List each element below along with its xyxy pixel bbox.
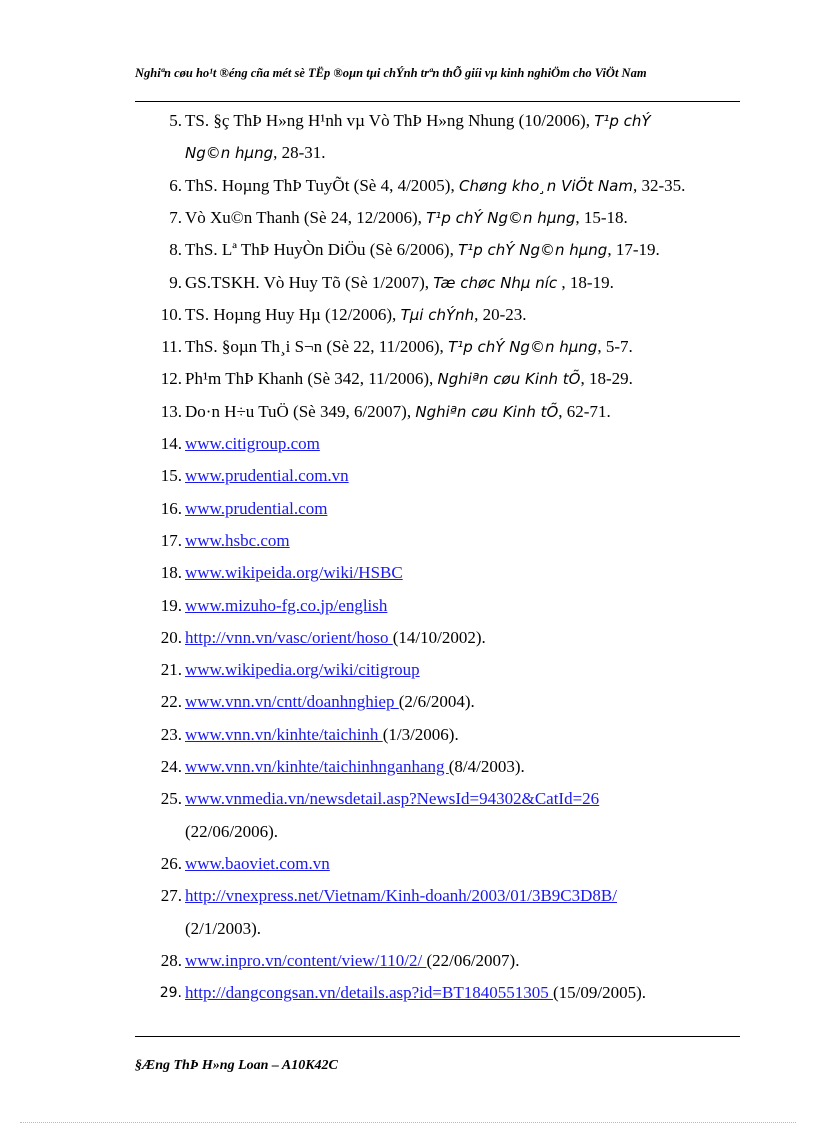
reference-text: (1/3/2006). <box>382 724 459 744</box>
reference-number: 11. <box>161 337 182 357</box>
reference-link[interactable]: www.wikipeida.org/wiki/HSBC <box>185 563 403 583</box>
reference-body <box>185 853 330 875</box>
reference-body <box>185 691 475 713</box>
running-header: Nghiªn cøu ho¹t ®éng cña mét sè TËp ®oµn tµi chÝnh trªn thÕ giíi vµ kinh nghiÖm cho ViÖt Nam <box>135 66 647 80</box>
reference-body <box>185 336 633 358</box>
reference-number: 25. <box>160 789 182 809</box>
reference-link[interactable]: www.hsbc.com <box>185 530 290 550</box>
footer-rule <box>135 1036 740 1037</box>
reference-body <box>185 627 486 649</box>
reference-body <box>185 498 327 520</box>
source-title: T¹p chÝ Ng©n hµng <box>458 241 608 260</box>
reference-text: , 5-7. <box>597 337 633 357</box>
reference-text: Do·n H÷u TuÖ (Sè 349, 6/2007), <box>185 401 416 421</box>
reference-text: (15/09/2005). <box>552 983 646 1003</box>
source-title: Tæ chøc Nhµ níc <box>433 273 558 292</box>
reference-number: 8. <box>169 240 182 260</box>
reference-number: 6. <box>169 175 182 195</box>
source-title: Nghiªn cøu Kinh tÕ <box>415 402 559 421</box>
reference-body <box>185 659 420 681</box>
reference-body <box>185 530 290 552</box>
source-title: T¹p chÝ Ng©n hµng <box>426 208 576 227</box>
reference-text: , 62-71. <box>558 401 611 421</box>
reference-number: 23. <box>160 724 182 744</box>
reference-link[interactable]: www.vnn.vn/cntt/doanhnghiep <box>185 692 399 712</box>
reference-body <box>185 756 525 778</box>
reference-text: , 18-19. <box>557 272 614 292</box>
reference-number: 29. <box>159 985 182 1002</box>
reference-body <box>185 562 403 584</box>
running-footer: §Æng ThÞ H»ng Loan – A10K42C <box>135 1058 338 1073</box>
reference-number: 24. <box>160 757 182 776</box>
reference-text: , 15-18. <box>575 207 628 227</box>
reference-body <box>185 401 611 423</box>
reference-number: 28. <box>160 950 182 970</box>
reference-text: , 18-29. <box>580 369 633 389</box>
reference-number: 27. <box>160 886 182 906</box>
reference-text: , 17-19. <box>607 240 660 260</box>
reference-link[interactable]: www.vnn.vn/kinhte/taichinhnganhang <box>185 757 449 776</box>
reference-link[interactable]: www.citigroup.com <box>185 434 320 453</box>
reference-number: 20. <box>160 627 182 647</box>
reference-number: 14. <box>160 434 182 453</box>
reference-body <box>185 175 685 197</box>
reference-link[interactable]: www.prudential.com <box>185 498 328 518</box>
header-rule <box>135 101 740 102</box>
reference-body <box>185 368 633 390</box>
reference-body <box>185 239 660 261</box>
reference-link[interactable]: www.vnmedia.vn/newsdetail.asp?NewsId=94302&CatId=26 <box>185 789 600 809</box>
reference-number: 18. <box>160 563 182 583</box>
reference-body <box>185 950 519 972</box>
source-title: T¹p chÝ Ng©n hµng <box>448 338 598 357</box>
reference-text: (8/4/2003). <box>448 757 525 776</box>
reference-number: 17. <box>160 530 182 550</box>
reference-body <box>185 465 349 487</box>
reference-text: GS.TSKH. Vò Huy Tõ (Sè 1/2007), <box>185 272 434 292</box>
reference-link[interactable]: www.baoviet.com.vn <box>185 853 330 873</box>
reference-body <box>185 272 614 294</box>
reference-text: , 28-31. <box>273 143 326 163</box>
reference-text: ThS. Lª ThÞ HuyÒn DiÖu (Sè 6/2006), <box>185 240 459 260</box>
reference-body <box>185 724 459 746</box>
reference-text: , 32-35. <box>632 175 686 195</box>
reference-body <box>185 788 599 810</box>
reference-text: (22/06/2007). <box>426 950 520 970</box>
reference-text: (22/06/2006). <box>185 821 279 841</box>
reference-continuation <box>185 142 326 164</box>
reference-link[interactable]: http://vnn.vn/vasc/orient/hoso <box>185 627 393 647</box>
reference-number: 5. <box>169 111 182 130</box>
reference-body <box>185 885 617 907</box>
reference-number: 7. <box>169 207 182 227</box>
reference-number: 12. <box>160 369 182 389</box>
reference-body <box>185 110 651 132</box>
reference-link[interactable]: http://vnexpress.net/Vietnam/Kinh-doanh/2003/01/3B9C3D8B/ <box>185 886 617 906</box>
reference-number: 19. <box>160 595 182 615</box>
reference-text: (2/6/2004). <box>398 692 475 712</box>
reference-number: 22. <box>160 692 182 712</box>
reference-number: 13. <box>160 401 182 421</box>
reference-number: 16. <box>160 498 182 518</box>
reference-text: TS. Hoµng Huy Hµ (12/2006), <box>185 304 401 324</box>
reference-body <box>185 304 527 326</box>
reference-body <box>185 433 320 455</box>
reference-link[interactable]: www.mizuho-fg.co.jp/english <box>185 595 388 615</box>
reference-continuation <box>185 821 278 843</box>
reference-number: 21. <box>160 660 182 680</box>
reference-text: Ph¹m ThÞ Khanh (Sè 342, 11/2006), <box>185 369 438 389</box>
reference-number: 26. <box>160 853 182 873</box>
reference-number: 9. <box>169 272 182 292</box>
reference-number: 10. <box>160 304 182 324</box>
reference-text: Vò Xu©n Thanh (Sè 24, 12/2006), <box>185 207 427 227</box>
reference-text: TS. §ç ThÞ H»ng H¹nh vµ Vò ThÞ H»ng Nhung (10/2006), <box>185 111 595 130</box>
reference-body <box>185 595 387 617</box>
reference-continuation <box>185 918 261 940</box>
reference-text: ThS. Hoµng ThÞ TuyÕt (Sè 4, 4/2005), <box>185 175 459 195</box>
reference-link[interactable]: www.inpro.vn/content/view/110/2/ <box>185 950 427 970</box>
reference-link[interactable]: http://dangcongsan.vn/details.asp?id=BT1840551305 <box>185 983 553 1003</box>
source-title: T¹p chÝ <box>594 112 651 130</box>
reference-text: (14/10/2002). <box>392 627 486 647</box>
reference-link[interactable]: www.wikipedia.org/wiki/citigroup <box>185 660 420 680</box>
reference-link[interactable]: www.prudential.com.vn <box>185 466 349 486</box>
reference-number: 15. <box>160 466 182 486</box>
reference-text: (2/1/2003). <box>185 918 262 938</box>
source-title: Chøng kho¸n ViÖt Nam <box>458 176 633 195</box>
reference-body <box>185 982 646 1004</box>
reference-text: , 20-23. <box>474 304 527 324</box>
source-title: Nghiªn cøu Kinh tÕ <box>437 370 581 389</box>
source-title: Ng©n hµng <box>185 144 274 163</box>
source-title: Tµi chÝnh <box>400 305 475 324</box>
reference-body <box>185 207 628 229</box>
reference-text: ThS. §oµn Th¸i S¬n (Sè 22, 11/2006), <box>185 337 449 357</box>
reference-link[interactable]: www.vnn.vn/kinhte/taichinh <box>185 724 383 744</box>
